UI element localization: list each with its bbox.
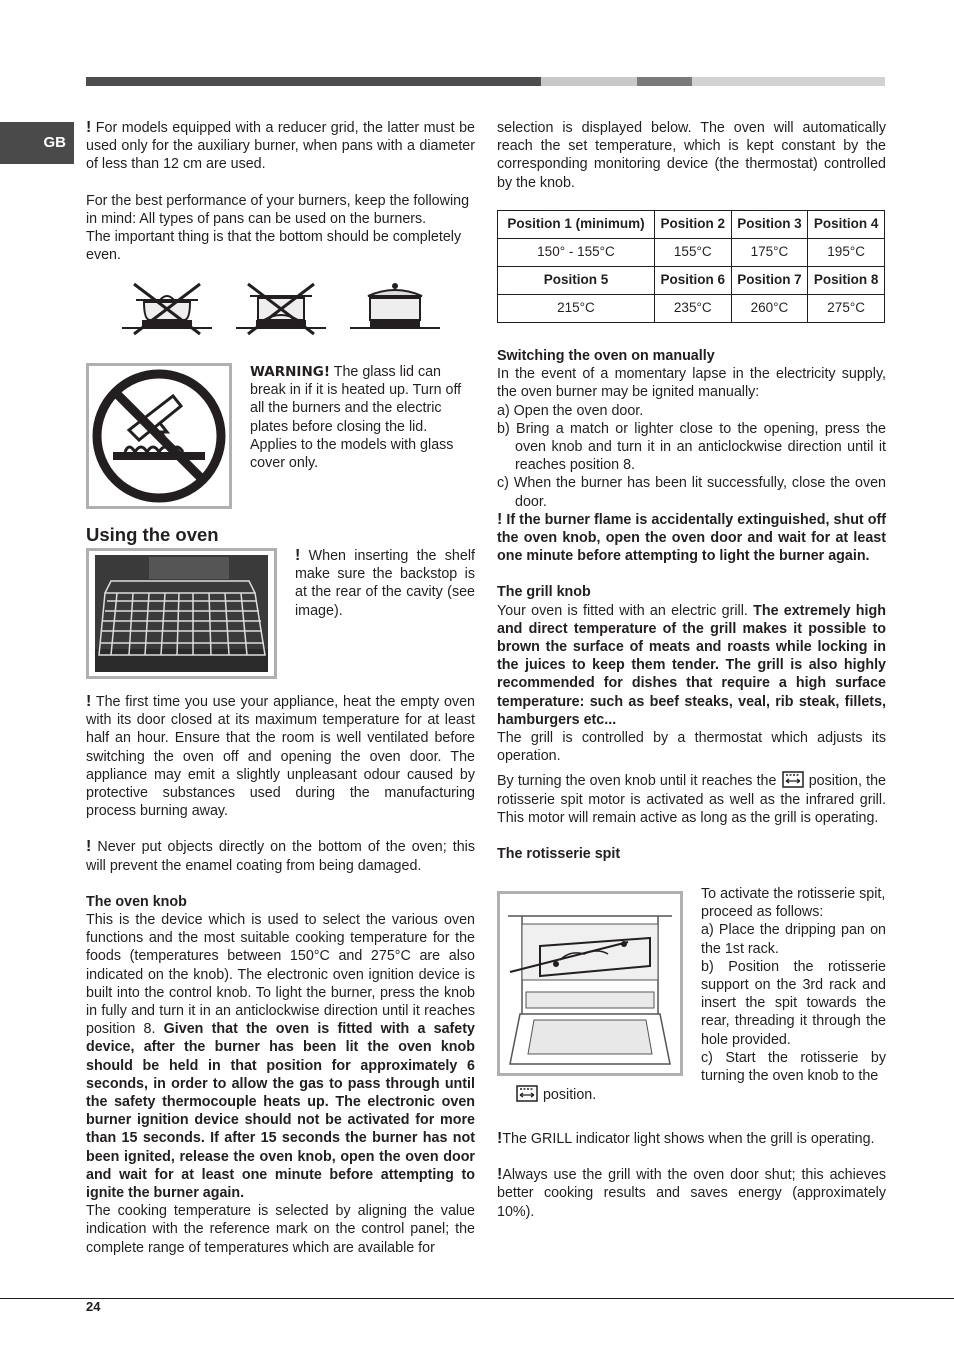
oven-knob-text: This is the device which is used to select the various oven functions and the most suitable cooking temperature for the foods (temperatures between 150°C and 275°C are also indicated on the knob). The electronic oven ignition device is built into the control knob. To light the burner, press the knob in fully and turn it in an anticlockwise direction until it reaches position 8. Given that the oven is fitted with a safety device, after the burner has been lit the oven knob should be held in that position for approximately 6 seconds, in order to allow the gas to pass through until the safety thermocouple heats up. The electronic oven burner ignition device should not be activated for more than 15 seconds. If after 15 seconds the burner has not been ignited, release the oven knob, open the oven door and wait for at least one minute before attempting to ignite the burner again. bbox=[86, 912, 475, 1202]
pan-crossed-icon bbox=[236, 284, 326, 334]
reducer-grid-note: ! For models equipped with a reducer grid, the latter must be used only for the auxiliary burner, when pans with a diameter of less than 12 cm are used. bbox=[86, 119, 475, 173]
right-column-bottom bbox=[497, 1130, 886, 1221]
rotisserie-image bbox=[500, 894, 680, 1073]
pan-bottom-tip: The important thing is that the bottom should be completely even. bbox=[86, 229, 462, 264]
footer-rule bbox=[0, 1298, 954, 1299]
manual-title: Switching the oven on manually bbox=[497, 348, 715, 364]
table-cell: 195°C bbox=[808, 239, 885, 267]
manual-intro: In the event of a momentary lapse in the electricity supply, the oven burner may be ignited manually: bbox=[497, 366, 886, 401]
language-tab: GB bbox=[0, 122, 74, 164]
spit-step-a: a) Place the dripping pan on the 1st rack. bbox=[701, 922, 886, 957]
no-glass-lid-frame bbox=[86, 363, 232, 509]
temperature-text: The cooking temperature is selected by aligning the value indication with the reference mark on the control panel; the complete range of temperatures which are available for bbox=[86, 1203, 475, 1256]
temperature-table bbox=[497, 210, 885, 323]
table-cell: Position 6 bbox=[654, 267, 731, 295]
table-cell: 260°C bbox=[731, 295, 808, 323]
flame-note: ! If the burner flame is accidentally extinguished, shut off the oven knob, open the oven door and wait for at least one minute before attempting to light the burner again. bbox=[497, 510, 886, 565]
spit-position: position. bbox=[515, 1085, 715, 1104]
header-bar-light bbox=[541, 77, 637, 86]
no-glass-lid-icon bbox=[89, 366, 229, 506]
page-number: 24 bbox=[86, 1299, 101, 1314]
left-column-lower bbox=[86, 693, 475, 1257]
table-cell: 150° - 155°C bbox=[498, 239, 655, 267]
table-cell: 275°C bbox=[808, 295, 885, 323]
table-row bbox=[498, 239, 885, 267]
spit-step-b: b) Position the rotisserie support on the 3rd rack and insert the spit towards the rear, threading it through the hole provided. bbox=[701, 958, 886, 1048]
table-cell: Position 5 bbox=[498, 267, 655, 295]
header-bar-dark bbox=[86, 77, 541, 86]
warning-label: WARNING! bbox=[250, 364, 330, 380]
left-column bbox=[86, 119, 475, 264]
pan-ok-icon bbox=[350, 283, 440, 328]
oven-knob-title: The oven knob bbox=[86, 893, 187, 910]
always-note: !Always use the grill with the oven door shut; this achieves better cooking results and saves energy (approximately 10%). bbox=[497, 1166, 886, 1220]
manual-step-c: c) When the burner has been lit successfully, close the oven door. bbox=[497, 475, 886, 510]
oven-shelf-frame bbox=[86, 548, 277, 679]
table-cell: Position 7 bbox=[731, 267, 808, 295]
grill-title: The grill knob bbox=[497, 584, 591, 601]
table-cell: 175°C bbox=[731, 239, 808, 267]
right-column-mid bbox=[497, 347, 886, 863]
rotisserie-frame bbox=[497, 891, 683, 1076]
burner-tip: For the best performance of your burners, keep the following in mind: All types of pans can be used on the burners. bbox=[86, 192, 470, 227]
table-row bbox=[498, 295, 885, 323]
table-cell: Position 4 bbox=[808, 211, 885, 239]
grill-icon bbox=[781, 771, 805, 788]
spit-title: The rotisserie spit bbox=[497, 846, 621, 863]
manual-step-b: b) Bring a match or lighter close to the opening, press the oven knob and turn it in an anticlockwise direction until it reaches position 8. bbox=[497, 420, 886, 474]
grill-icon bbox=[515, 1085, 539, 1102]
table-row bbox=[498, 211, 885, 239]
warning-block bbox=[250, 363, 476, 472]
indicator-note: !The GRILL indicator light shows when the grill is operating. bbox=[497, 1130, 875, 1147]
grill-text: Your oven is fitted with an electric grill. The extremely high and direct temperature of the grill makes it possible to brown the surface of meats and roasts while locking in the juices to keep them tender. The grill is also highly recommended for dishes that require a high surface temperature: such as beef steaks, veal, rib steak, fillets, hamburgers etc... bbox=[497, 602, 886, 728]
header-bar-light-2 bbox=[692, 77, 885, 86]
table-cell: Position 1 (minimum) bbox=[498, 211, 655, 239]
oven-shelf-image bbox=[89, 551, 274, 676]
table-cell: Position 3 bbox=[731, 211, 808, 239]
selection-text: selection is displayed below. The oven will automatically reach the set temperature, which is kept constant by the corresponding monitoring device (the thermostat) controlled by the knob. bbox=[497, 120, 886, 191]
never-note: ! Never put objects directly on the bottom of the oven; this will prevent the enamel coating from being damaged. bbox=[86, 838, 475, 874]
manual-step-a: a) Open the oven door. bbox=[497, 402, 644, 419]
grill-thermostat: The grill is controlled by a thermostat which adjusts its operation. bbox=[497, 730, 886, 765]
table-cell: Position 2 bbox=[654, 211, 731, 239]
table-cell: Position 8 bbox=[808, 267, 885, 295]
table-cell: 155°C bbox=[654, 239, 731, 267]
warning-text: WARNING! The glass lid can break in if it is heated up. Turn off all the burners and the electric plates before closing the lid. Applies to the models with glass cover only. bbox=[250, 364, 462, 472]
section-title: Using the oven bbox=[86, 524, 219, 545]
pan-crossed-icon bbox=[122, 284, 212, 334]
right-column bbox=[497, 119, 886, 192]
first-use-note: ! The first time you use your appliance, heat the empty oven with its door closed at its maximum temperature for at least half an hour. Ensure that the room is well ventilated before switching the oven off and opening the oven door. The appliance may emit a slightly unpleasant odour caused by protective substances used during the manufacturing process burning away. bbox=[86, 693, 475, 820]
header-bar-mid bbox=[637, 77, 692, 86]
pans-illustration bbox=[120, 280, 450, 336]
shelf-note: ! When inserting the shelf make sure the backstop is at the rear of the cavity (see image). bbox=[295, 547, 475, 619]
table-cell: 215°C bbox=[498, 295, 655, 323]
grill-turn: By turning the oven knob until it reaches the position, the rotisserie spit motor is activated as well as the infrared grill. This motor will remain active as long as the grill is operating. bbox=[497, 773, 886, 826]
spit-step-c: c) Start the rotisserie by turning the oven knob to the bbox=[701, 1049, 886, 1085]
spit-intro: To activate the rotisserie spit, proceed as follows: bbox=[701, 886, 886, 921]
spit-steps bbox=[701, 885, 886, 1085]
table-cell: 235°C bbox=[654, 295, 731, 323]
table-row bbox=[498, 267, 885, 295]
